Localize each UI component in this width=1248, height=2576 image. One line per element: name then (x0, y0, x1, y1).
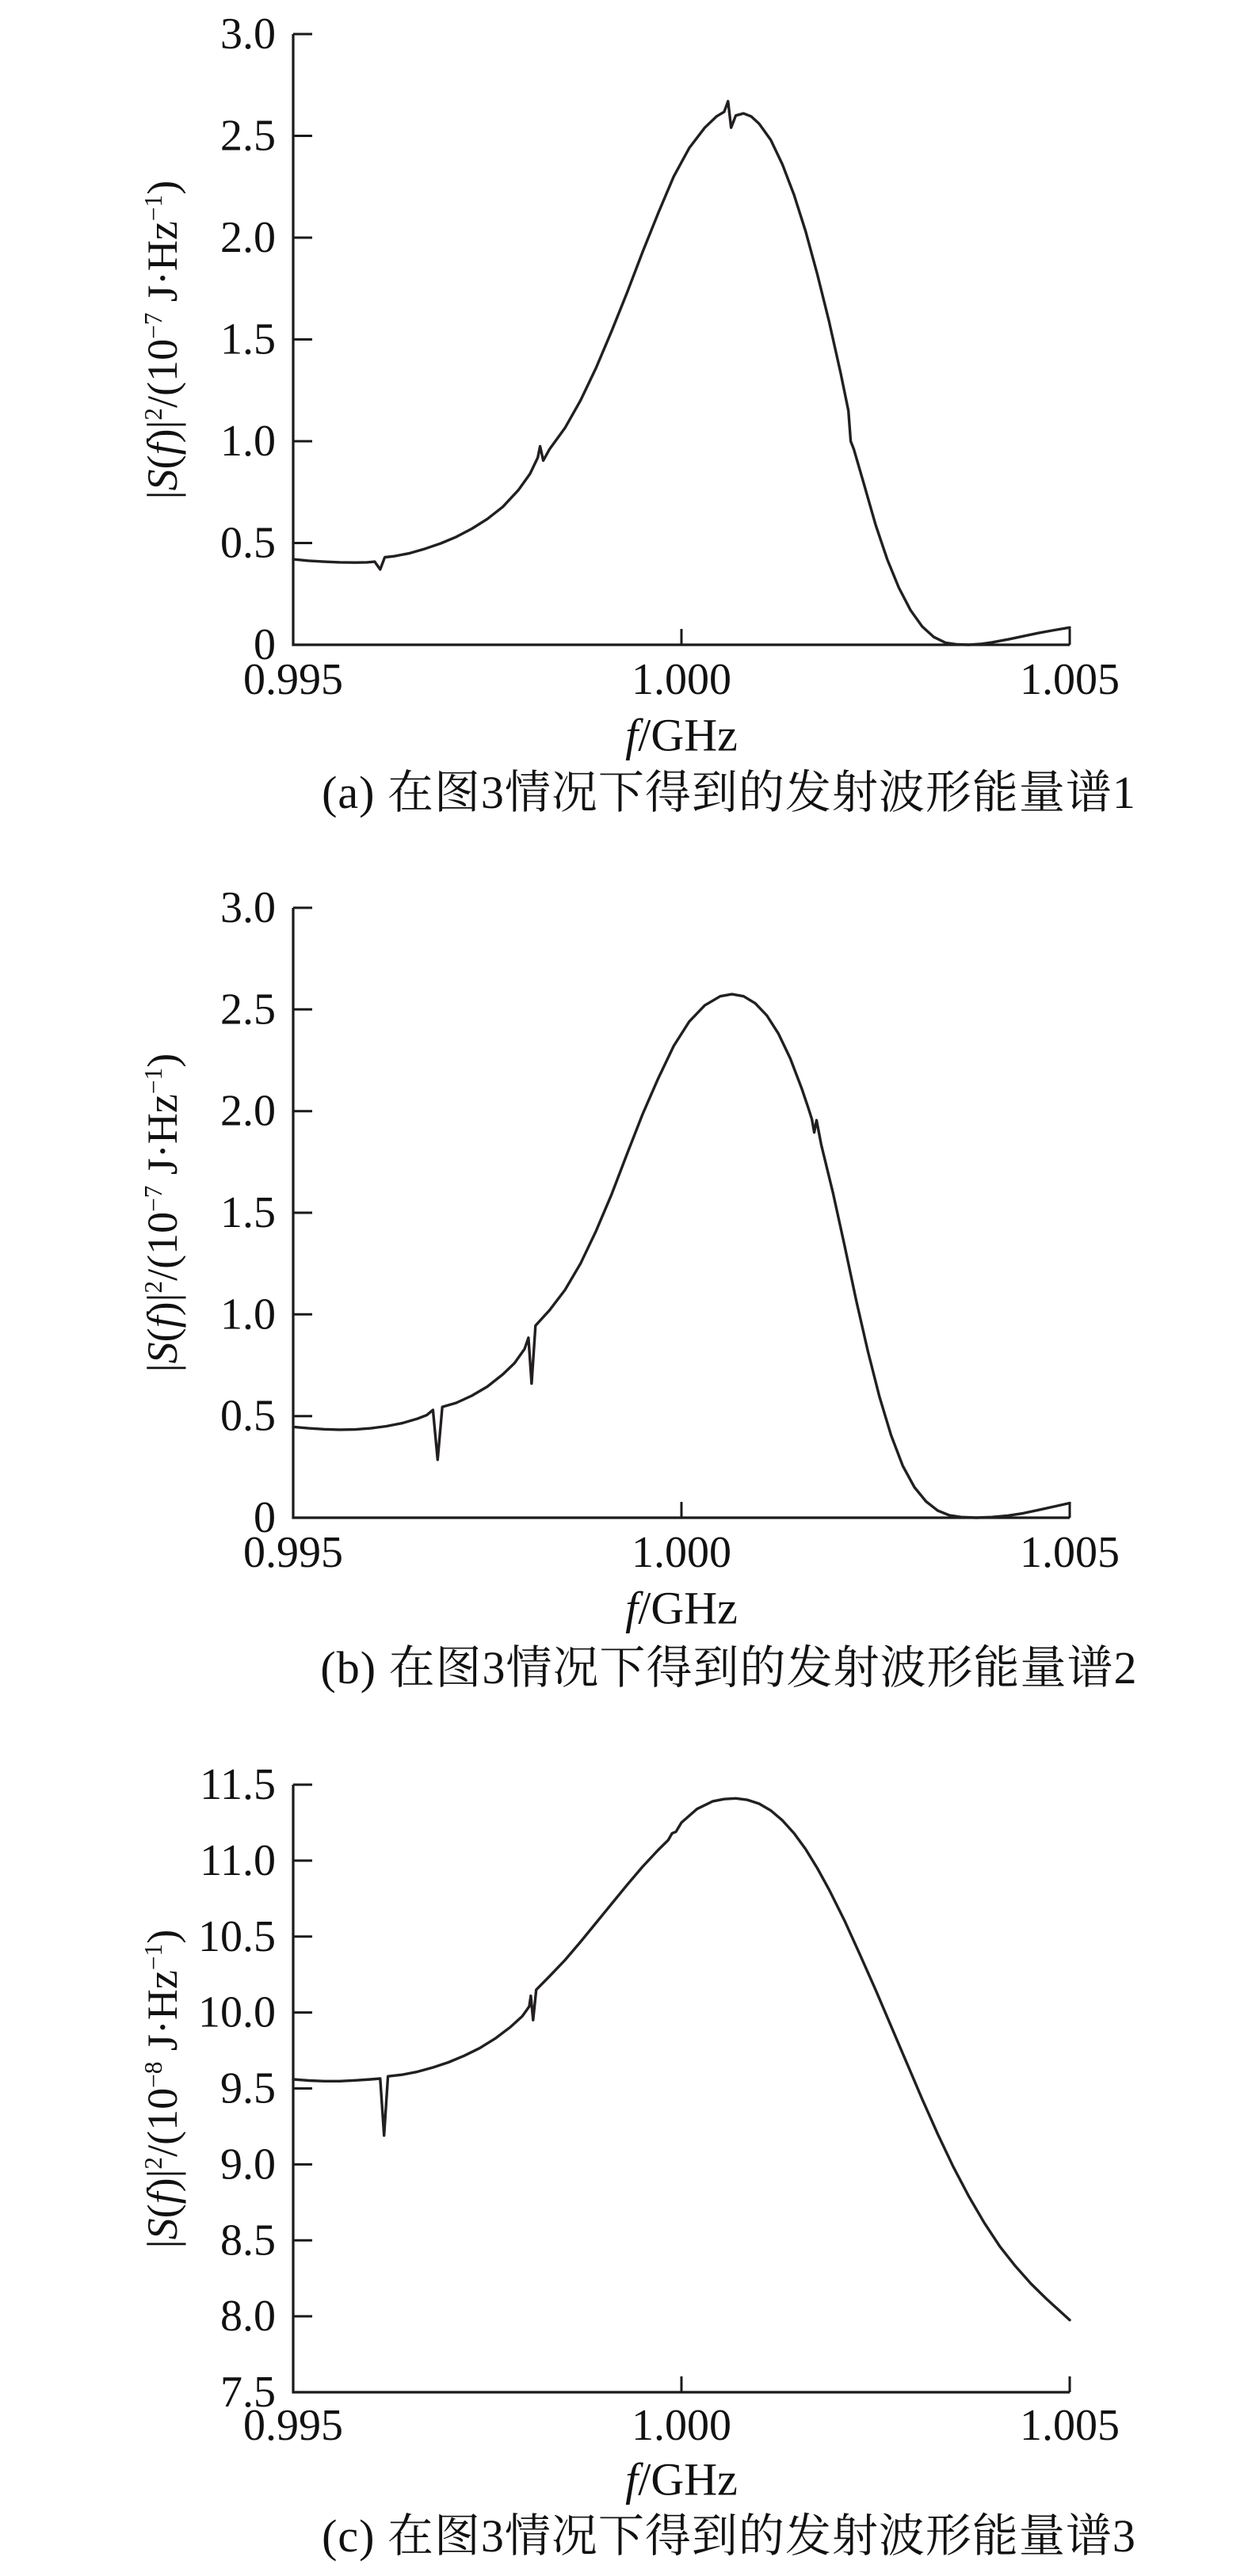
x-axis-label-b (625, 1582, 738, 1635)
label-text: )| (139, 2169, 186, 2192)
x-tick-label: 0.995 (243, 2401, 343, 2450)
spectrum-curve-a (293, 101, 1070, 645)
italic-symbol: f (625, 1582, 639, 1634)
superscript: −1 (139, 1943, 167, 1970)
y-tick-label: 8.5 (220, 2216, 276, 2265)
y-tick-label: 8.0 (220, 2292, 276, 2342)
label-text: | (139, 490, 186, 499)
italic-symbol: f (139, 1316, 186, 1328)
label-text: /(10 (139, 338, 186, 408)
y-tick-label: 2.0 (220, 1086, 276, 1136)
y-tick-label: 10.5 (198, 1911, 276, 1961)
y-tick-label: 9.0 (220, 2140, 276, 2189)
label-text: ( (139, 454, 186, 469)
x-axis-label-a (625, 709, 738, 762)
x-tick-label: 1.005 (1020, 2401, 1120, 2450)
y-axis-label-a (138, 180, 187, 498)
y-axis-label-c (138, 1929, 187, 2247)
label-text: )| (139, 420, 186, 443)
x-tick-label: 0.995 (243, 1528, 343, 1577)
spectrum-curve-c (293, 1798, 1070, 2320)
label-text: /GHz (638, 1582, 738, 1634)
superscript: 2 (139, 1280, 167, 1294)
italic-symbol: S (139, 2217, 186, 2239)
superscript: −8 (139, 2061, 167, 2088)
label-text: ) (139, 180, 186, 195)
y-tick-label: 0.5 (220, 1391, 276, 1441)
label-text: /GHz (638, 2453, 738, 2506)
label-text: J·Hz (139, 220, 186, 313)
y-axis-label-b (138, 1054, 187, 1372)
y-tick-label: 11.0 (200, 1835, 276, 1885)
y-tick-label: 0 (254, 620, 276, 669)
x-tick-label: 1.005 (1020, 655, 1120, 704)
label-text: ( (139, 2203, 186, 2218)
y-tick-label: 11.5 (200, 1760, 276, 1809)
y-tick-label: 1.0 (220, 1290, 276, 1339)
italic-symbol: f (625, 2453, 639, 2506)
superscript: −7 (139, 1185, 167, 1212)
axis-lines-b (293, 908, 1070, 1518)
caption-b: (b) 在图3情况下得到的发射波形能量谱2 (320, 1642, 1138, 1694)
x-tick-label: 0.995 (243, 655, 343, 704)
label-text: J·Hz (139, 1969, 186, 2062)
y-tick-label: 0.5 (220, 518, 276, 568)
label-text: /(10 (139, 2087, 186, 2157)
label-text: /GHz (638, 709, 738, 761)
label-text: | (139, 1363, 186, 1373)
italic-symbol: f (625, 709, 639, 761)
label-text: /(10 (139, 1211, 186, 1281)
superscript: −1 (139, 194, 167, 221)
y-tick-label: 0 (254, 1493, 276, 1542)
y-tick-label: 10.0 (198, 1987, 276, 2037)
italic-symbol: f (139, 442, 186, 455)
y-tick-label: 3.0 (220, 10, 276, 59)
label-text: ) (139, 1929, 186, 1944)
superscript: −7 (139, 312, 167, 339)
y-tick-label: 2.0 (220, 213, 276, 262)
label-text: )| (139, 1293, 186, 1317)
caption-a: (a) 在图3情况下得到的发射波形能量谱1 (322, 767, 1136, 818)
caption-c: (c) 在图3情况下得到的发射波形能量谱3 (322, 2510, 1136, 2562)
spectrum-curve-b (293, 994, 1070, 1518)
x-tick-label: 1.000 (632, 655, 731, 704)
y-tick-label: 2.5 (220, 985, 276, 1035)
label-text: J·Hz (139, 1094, 186, 1186)
superscript: −1 (139, 1067, 167, 1095)
y-tick-label: 1.5 (220, 1188, 276, 1237)
y-tick-label: 3.0 (220, 883, 276, 932)
superscript: 2 (139, 407, 167, 421)
italic-symbol: S (139, 1342, 186, 1364)
italic-symbol: f (139, 2191, 186, 2204)
x-tick-label: 1.000 (632, 2401, 731, 2450)
y-tick-label: 9.5 (220, 2063, 276, 2113)
label-text: ( (139, 1328, 186, 1343)
y-tick-label: 1.0 (220, 417, 276, 466)
axis-lines-c (293, 1785, 1070, 2392)
y-tick-label: 2.5 (220, 111, 276, 161)
y-tick-label: 1.5 (220, 314, 276, 364)
italic-symbol: S (139, 468, 186, 490)
superscript: 2 (139, 2156, 167, 2170)
x-tick-label: 1.005 (1020, 1528, 1120, 1577)
label-text: | (139, 2239, 186, 2248)
x-tick-label: 1.000 (632, 1528, 731, 1577)
y-tick-label: 7.5 (220, 2368, 276, 2417)
label-text: ) (139, 1053, 186, 1068)
